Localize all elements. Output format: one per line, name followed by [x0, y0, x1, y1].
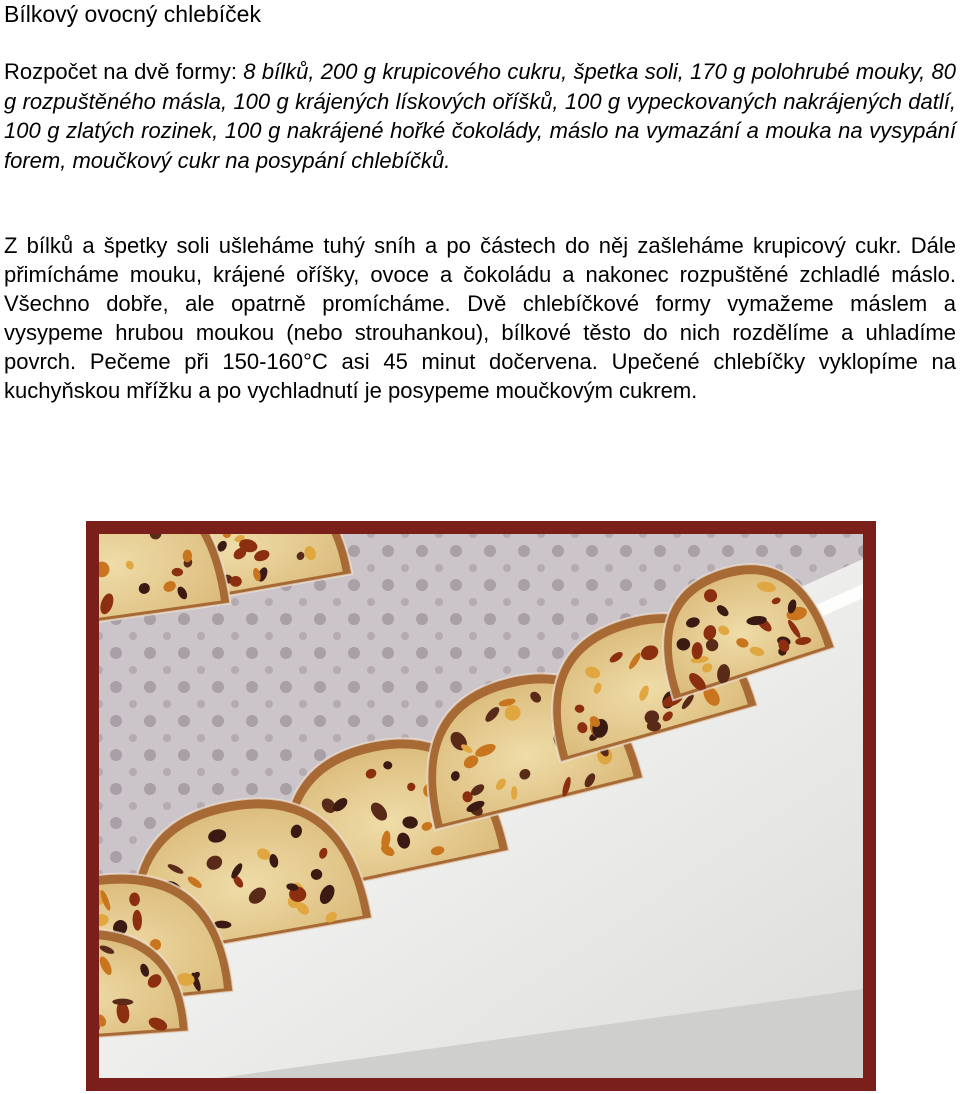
method-paragraph: Z bílků a špetky soli ušleháme tuhý sníh a po částech do něj zašleháme krupicový cukr. Dále přimícháme mouku, krájené oříšky, ovoce a čokoládu a nakonec rozpuštěné zchladlé máslo. Všechno dobře, ale opatrně promícháme. Dvě chlebíčkové formy vymažeme máslem a vysypeme hrubou moukou (nebo strouhankou), bílkové těsto do nich rozdělíme a uhladíme povrch. Pečeme při 150-160°C asi 45 minut dočervena. Upečené chlebíčky vyklopíme na kuchyňskou mřížku a po vychladnutí je posypeme moučkovým cukrem.	[4, 233, 956, 403]
ingredients-lead: Rozpočet na dvě formy:	[4, 59, 237, 84]
ingredients-paragraph	[4, 57, 956, 175]
bread-photo-illustration	[99, 534, 863, 1078]
ingredients-list: 8 bílků, 200 g krupicového cukru, špetka soli, 170 g polohrubé mouky, 80 g rozpuštěného másla, 100 g krájených lískových oříšků, 100 g vypeckovaných nakrájených datlí, 100 g zlatých rozinek, 100 g nakrájené hořké čokolády, máslo na vymazání a mouka na vysypání forem, moučkový cukr na posypání chlebíčků.	[4, 59, 956, 173]
bread-photo	[86, 521, 876, 1091]
recipe-title: Bílkový ovocný chlebíček	[4, 1, 261, 27]
